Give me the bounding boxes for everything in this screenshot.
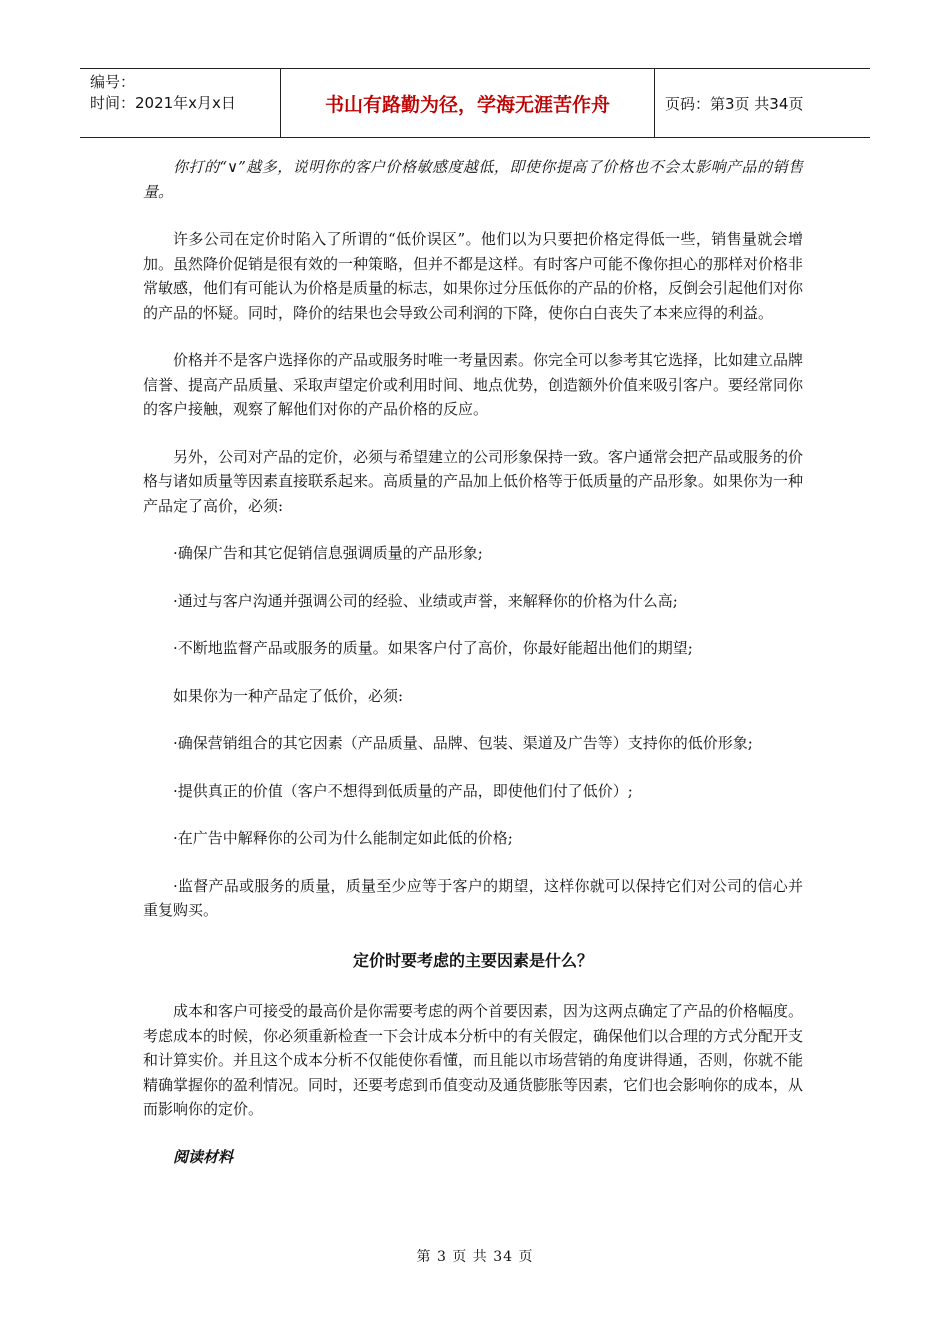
reading-material-heading: 阅读材料	[173, 1147, 234, 1166]
document-body	[143, 155, 803, 1169]
paragraph-5: 如果你为一种产品定了低价，必须:	[173, 686, 404, 705]
paragraph-2: 许多公司在定价时陷入了所谓的“低价误区”。他们以为只要把价格定得低一些，销售量就会增加。虽然降价促销是很有效的一种策略，但并不都是这样。有时客户可能不像你担心的那样对价格非常敏感，他们有可能认为价格是质量的标志，如果你过分压低你的产品的价格，反倒会引起他们对你的产品的怀疑。同时，降价的结果也会导致公司利润的下降，使你白白丧失了本来应得的利益。	[143, 230, 804, 322]
paragraph-6: 成本和客户可接受的最高价是你需要考虑的两个首要因素，因为这两点确定了产品的价格幅度。考虑成本的时候，你必须重新检查一下会计成本分析中的有关假定，确保他们以合理的方式分配开支和计算实价。并且这个成本分析不仅能使你看懂，而且能以市场营销的角度讲得通，否则，你就不能精确掌握你的盈利情况。同时，还要考虑到币值变动及通货膨胀等因素，它们也会影响你的成本，从而影响你的定价。	[143, 1002, 804, 1118]
section-heading: 定价时要考虑的主要因素是什么？	[352, 950, 593, 970]
motto: 书山有路勤为径，学海无涯苦作舟	[324, 93, 610, 116]
page-footer: 第 3 页 共 34 页	[416, 1249, 534, 1265]
header-page-cell	[655, 69, 870, 137]
paragraph-4: 另外，公司对产品的定价，必须与希望建立的公司形象保持一致。客户通常会把产品或服务的价格与诸如质量等因素直接联系起来。高质量的产品加上低价格等于低质量的产品形象。如果你为一种产品定了高价，必须:	[143, 447, 804, 515]
low-price-item: ·提供真正的价值（客户不想得到低质量的产品，即使他们付了低价）;	[173, 781, 633, 800]
high-price-item: ·确保广告和其它促销信息强调质量的产品形象;	[173, 544, 483, 562]
high-price-item: ·不断地监督产品或服务的质量。如果客户付了高价，你最好能超出他们的期望;	[173, 639, 693, 657]
high-price-item: ·通过与客户沟通并强调公司的经验、业绩或声誉，来解释你的价格为什么高;	[173, 591, 678, 610]
date-line: 时间：2021年x月x日	[90, 94, 236, 112]
page-header	[80, 68, 870, 138]
low-price-item: ·在广告中解释你的公司为什么能制定如此低的价格;	[173, 829, 513, 847]
page-info: 页码：第3页 共34页	[665, 94, 804, 113]
low-price-item: ·确保营销组合的其它因素（产品质量、品牌、包装、渠道及广告等）支持你的低价形象;	[173, 734, 753, 752]
header-meta-cell	[80, 69, 281, 137]
low-price-item: ·监督产品或服务的质量，质量至少应等于客户的期望，这样你就可以保持它们对公司的信心并重复购买。	[143, 876, 803, 919]
header-motto-cell	[281, 69, 655, 137]
code-label: 编号：	[90, 73, 136, 91]
paragraph-1: 你打的“∨”越多，说明你的客户价格敏感度越低，即使你提高了价格也不会太影响产品的销售量。	[143, 158, 803, 201]
paragraph-3: 价格并不是客户选择你的产品或服务时唯一考量因素。你完全可以参考其它选择，比如建立品牌信誉、提高产品质量、采取声望定价或利用时间、地点优势，创造额外价值来吸引客户。要经常同你的客户接触，观察了解他们对你的产品价格的反应。	[143, 351, 804, 418]
